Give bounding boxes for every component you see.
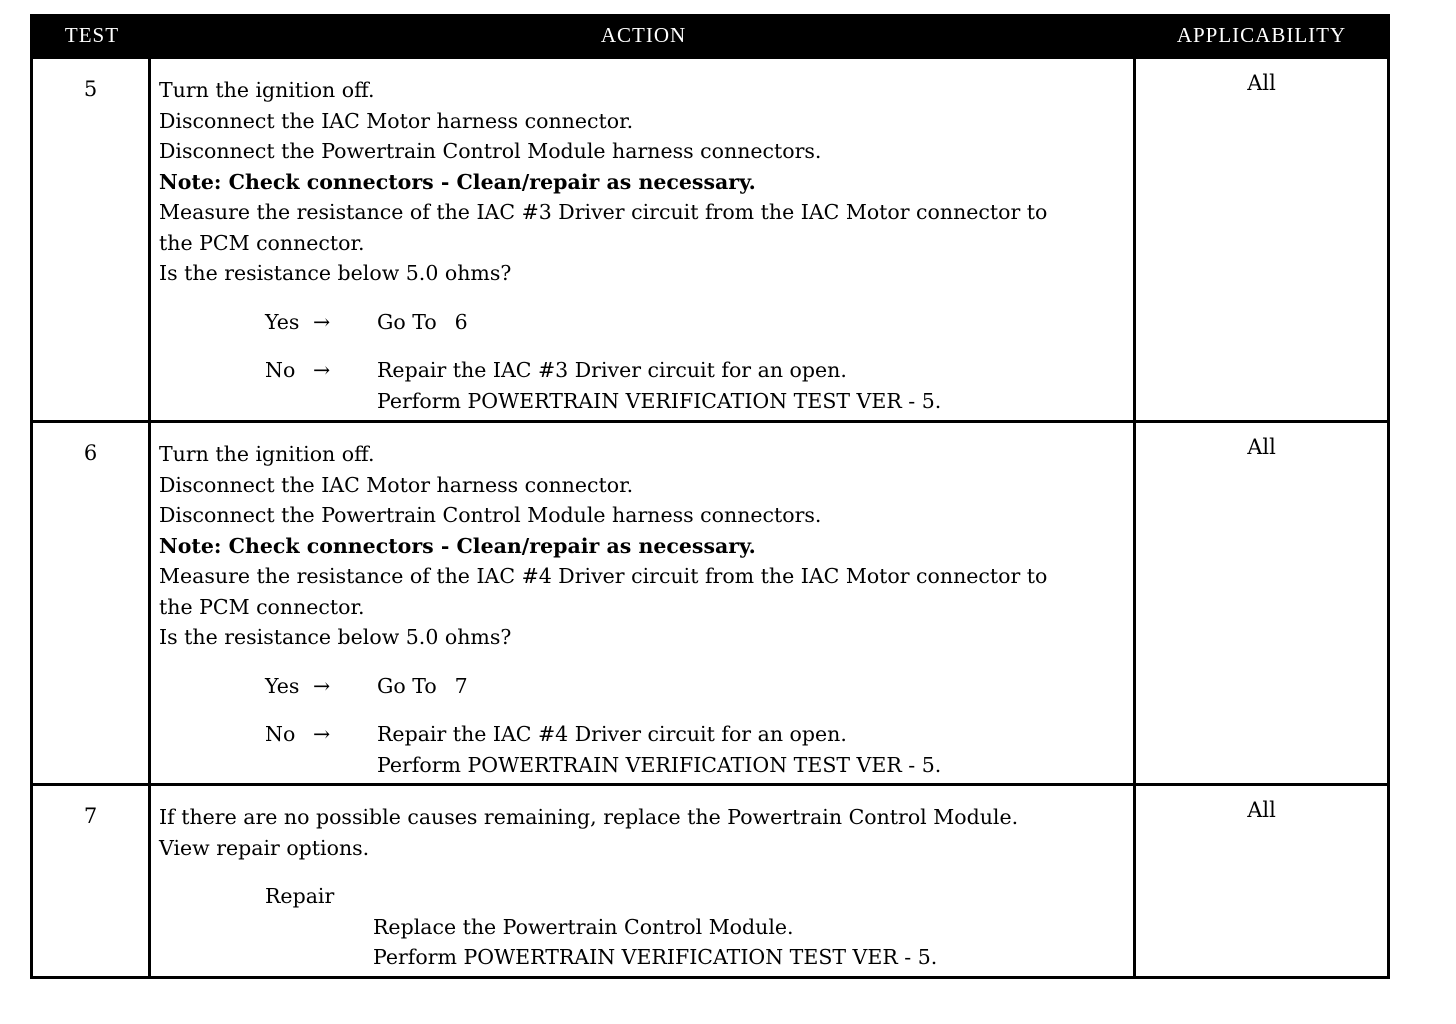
action-cell xyxy=(151,59,1136,420)
action-line: Disconnect the Powertrain Control Module harness connectors. xyxy=(159,503,822,527)
action-line: Measure the resistance of the IAC #4 Driver circuit from the IAC Motor connector to xyxy=(159,564,1048,588)
outcomes xyxy=(159,307,1127,417)
no-label: No xyxy=(265,358,296,382)
action-line: Disconnect the Powertrain Control Module harness connectors. xyxy=(159,139,822,163)
arrow-right-icon: → xyxy=(313,673,331,698)
repair-label: Repair xyxy=(265,884,335,908)
goto-text: Go To xyxy=(377,309,437,334)
view-repair-options: View repair options. xyxy=(159,835,370,860)
goto-target: 6 xyxy=(454,309,468,334)
applicability-value: All xyxy=(1247,71,1276,95)
action-line: Disconnect the IAC Motor harness connector. xyxy=(159,108,634,133)
test-number: 7 xyxy=(33,786,151,976)
no-outcome xyxy=(265,355,1127,416)
repair-instruction: Replace the Powertrain Control Module. xyxy=(373,914,794,939)
yes-outcome xyxy=(265,671,1127,702)
goto-text: Go To xyxy=(377,673,437,698)
action-line: the PCM connector. xyxy=(159,230,365,255)
action-line: the PCM connector. xyxy=(159,594,365,619)
action-line: Measure the resistance of the IAC #3 Driver circuit from the IAC Motor connector to xyxy=(159,200,1048,224)
diagnostic-table xyxy=(30,14,1390,979)
action-note: Note: Check connectors - Clean/repair as necessary. xyxy=(159,169,756,194)
header-applicability: APPLICABILITY xyxy=(1176,22,1347,47)
verification-instruction: Perform POWERTRAIN VERIFICATION TEST VER - 5. xyxy=(377,752,942,777)
table-row xyxy=(33,56,1387,420)
action-question: Is the resistance below 5.0 ohms? xyxy=(159,625,512,649)
goto-link[interactable] xyxy=(377,671,1127,702)
goto-link[interactable] xyxy=(377,307,1127,338)
header-action: ACTION xyxy=(600,22,687,47)
applicability-value: All xyxy=(1247,798,1276,822)
test-number: 6 xyxy=(33,423,151,783)
no-result xyxy=(377,355,1127,416)
repair-instruction: Repair the IAC #3 Driver circuit for an open. xyxy=(377,358,847,382)
applicability-value: All xyxy=(1247,435,1276,459)
no-result xyxy=(377,719,1127,780)
verification-instruction: Perform POWERTRAIN VERIFICATION TEST VER - 5. xyxy=(377,388,942,413)
action-cell xyxy=(151,786,1136,976)
yes-label: Yes xyxy=(265,673,300,698)
action-line: If there are no possible causes remaining, replace the Powertrain Control Module. xyxy=(159,805,1019,829)
action-line: Turn the ignition off. xyxy=(159,442,375,466)
outcomes xyxy=(159,671,1127,781)
verification-instruction: Perform POWERTRAIN VERIFICATION TEST VER - 5. xyxy=(373,945,938,969)
table-row xyxy=(33,783,1387,976)
action-note: Note: Check connectors - Clean/repair as necessary. xyxy=(159,533,756,558)
action-line: Turn the ignition off. xyxy=(159,78,375,102)
no-label: No xyxy=(265,722,296,746)
table-header xyxy=(33,14,1387,56)
goto-target: 7 xyxy=(454,673,468,698)
arrow-right-icon: → xyxy=(313,358,331,382)
header-test: TEST xyxy=(64,22,120,47)
arrow-right-icon: → xyxy=(313,722,331,746)
repair-lines xyxy=(373,912,1127,973)
action-cell xyxy=(151,423,1136,783)
test-number: 5 xyxy=(33,59,151,420)
yes-outcome xyxy=(265,307,1127,338)
repair-block xyxy=(159,881,1127,973)
arrow-right-icon: → xyxy=(313,309,331,334)
table-row xyxy=(33,420,1387,783)
action-line: Disconnect the IAC Motor harness connector. xyxy=(159,472,634,497)
no-outcome xyxy=(265,719,1127,780)
yes-label: Yes xyxy=(265,309,300,334)
repair-instruction: Repair the IAC #4 Driver circuit for an open. xyxy=(377,722,847,746)
action-question: Is the resistance below 5.0 ohms? xyxy=(159,261,512,285)
